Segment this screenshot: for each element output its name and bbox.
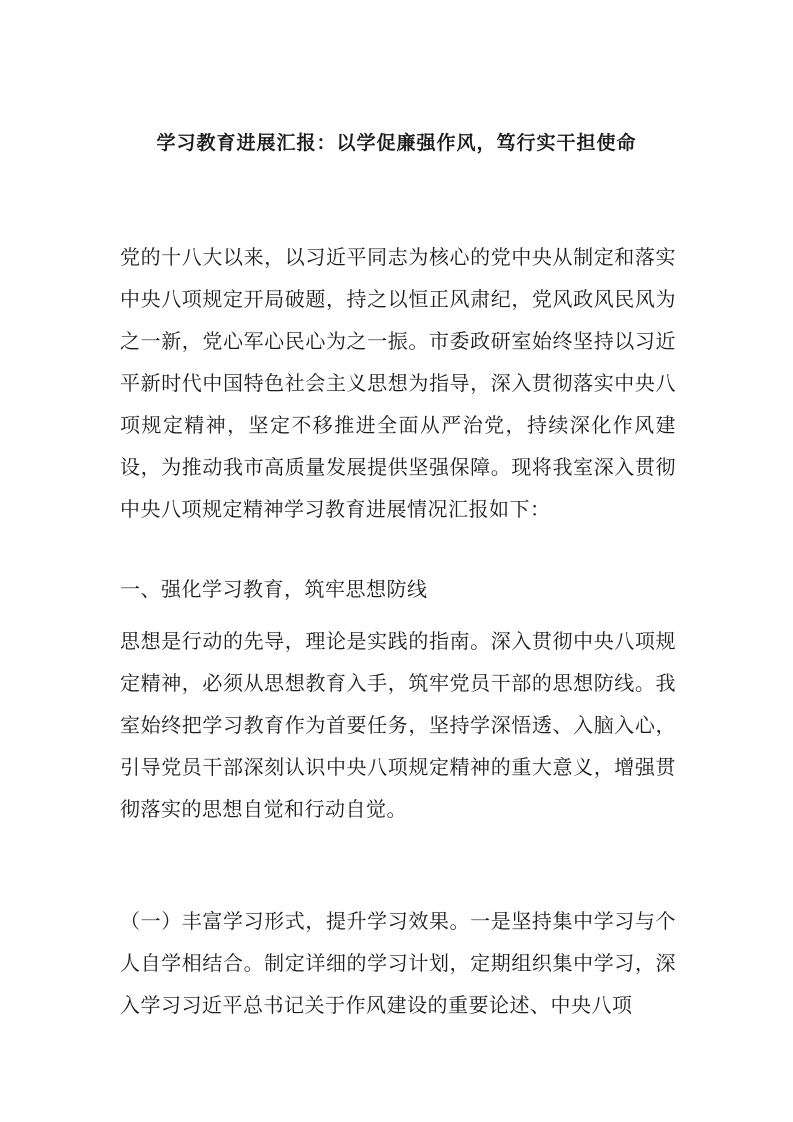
- intro-paragraph: 党的十八大以来，以习近平同志为核心的党中央从制定和落实中央八项规定开局破题，持之以恒正风肃纪，党风政风民风为之一新，党心军心民心为之一振。市委政研室始终坚持以习近平新时代中国特色社会主义思想为指导，深入贯彻落实中央八项规定精神，坚定不移推进全面从严治党，持续深化作风建设，为推动我市高质量发展提供坚强保障。现将我室深入贯彻中央八项规定精神学习教育进展情况汇报如下：: [120, 245, 676, 521]
- document-title: 学习教育进展汇报：以学促廉强作风，笃行实干担使命: [156, 132, 637, 154]
- section-heading: 一、强化学习教育，筑牢思想防线: [120, 577, 428, 601]
- subsection-paragraph: （一）丰富学习形式，提升学习效果。一是坚持集中学习与个人自学相结合。制定详细的学习计划，定期组织集中学习，深入学习习近平总书记关于作风建设的重要论述、中央八项: [120, 909, 676, 1017]
- section-paragraph: 思想是行动的先导，理论是实践的指南。深入贯彻中央八项规定精神，必须从思想教育入手，筑牢党员干部的思想防线。我室始终把学习教育作为首要任务，坚持学深悟透、入脑入心，引导党员干部深刻认识中央八项规定精神的重大意义，增强贯彻落实的思想自觉和行动自觉。: [120, 629, 676, 821]
